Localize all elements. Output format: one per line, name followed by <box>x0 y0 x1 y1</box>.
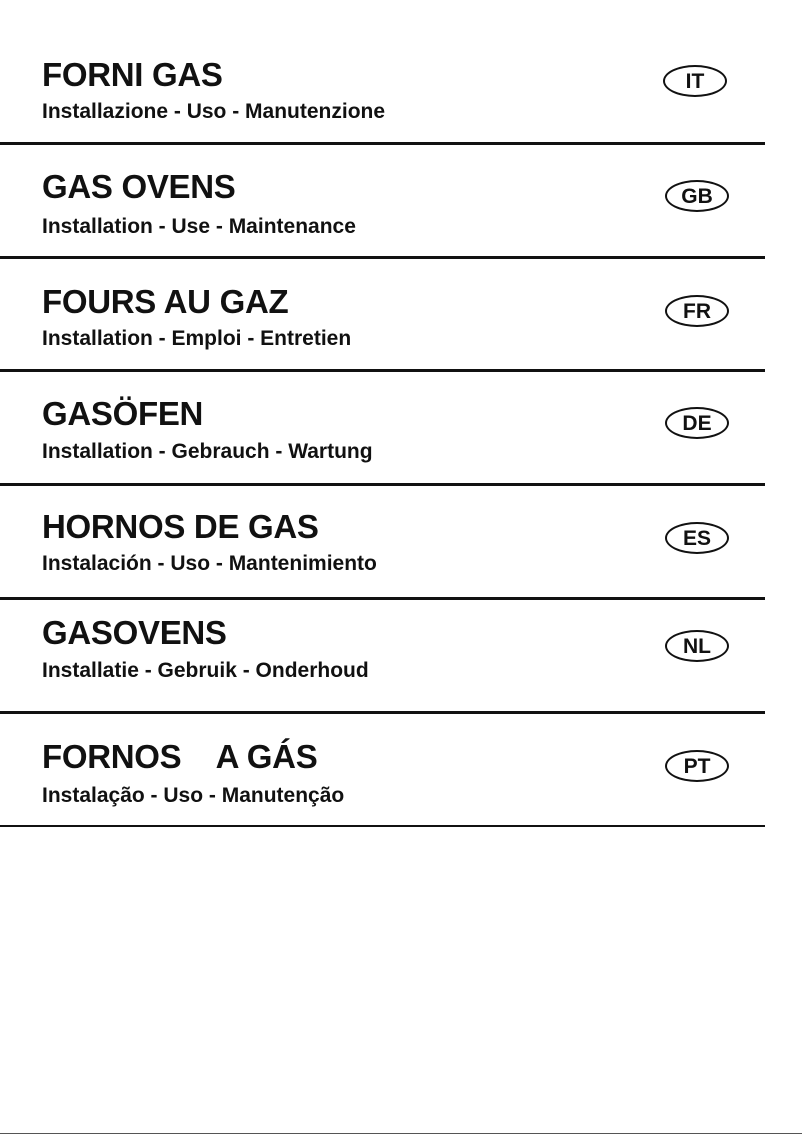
language-badge-fr: FR <box>665 295 729 327</box>
section-subtitle: Installation - Use - Maintenance <box>42 215 356 238</box>
language-badge-es: ES <box>665 522 729 554</box>
section-subtitle: Installation - Emploi - Entretien <box>42 327 352 350</box>
section-title: GAS OVENS <box>42 168 236 205</box>
section-subtitle: Installatie - Gebruik - Onderhoud <box>42 659 369 682</box>
section-subtitle: Installazione - Uso - Manutenzione <box>42 100 386 123</box>
language-badge-gb: GB <box>665 180 729 212</box>
section-title: FORNOS A GÁS <box>42 738 318 775</box>
language-badge-pt: PT <box>665 750 729 782</box>
section-subtitle: Instalação - Uso - Manutenção <box>42 784 345 807</box>
section-divider <box>0 256 765 259</box>
language-badge-de: DE <box>665 407 729 439</box>
section-divider <box>0 483 765 486</box>
section-divider <box>0 597 765 600</box>
language-badge-it: IT <box>663 65 727 97</box>
section-title: GASOVENS <box>42 614 227 651</box>
language-badge-nl: NL <box>665 630 729 662</box>
section-subtitle: Instalación - Uso - Mantenimiento <box>42 552 377 575</box>
section-title: FORNI GAS <box>42 56 223 93</box>
section-title: GASÖFEN <box>42 395 204 432</box>
section-divider <box>0 711 765 714</box>
section-divider <box>0 142 765 145</box>
section-divider <box>0 825 765 827</box>
page-bottom-line <box>0 1133 802 1134</box>
section-title: HORNOS DE GAS <box>42 508 319 545</box>
section-title: FOURS AU GAZ <box>42 283 289 320</box>
section-subtitle: Installation - Gebrauch - Wartung <box>42 440 373 463</box>
section-divider <box>0 369 765 372</box>
